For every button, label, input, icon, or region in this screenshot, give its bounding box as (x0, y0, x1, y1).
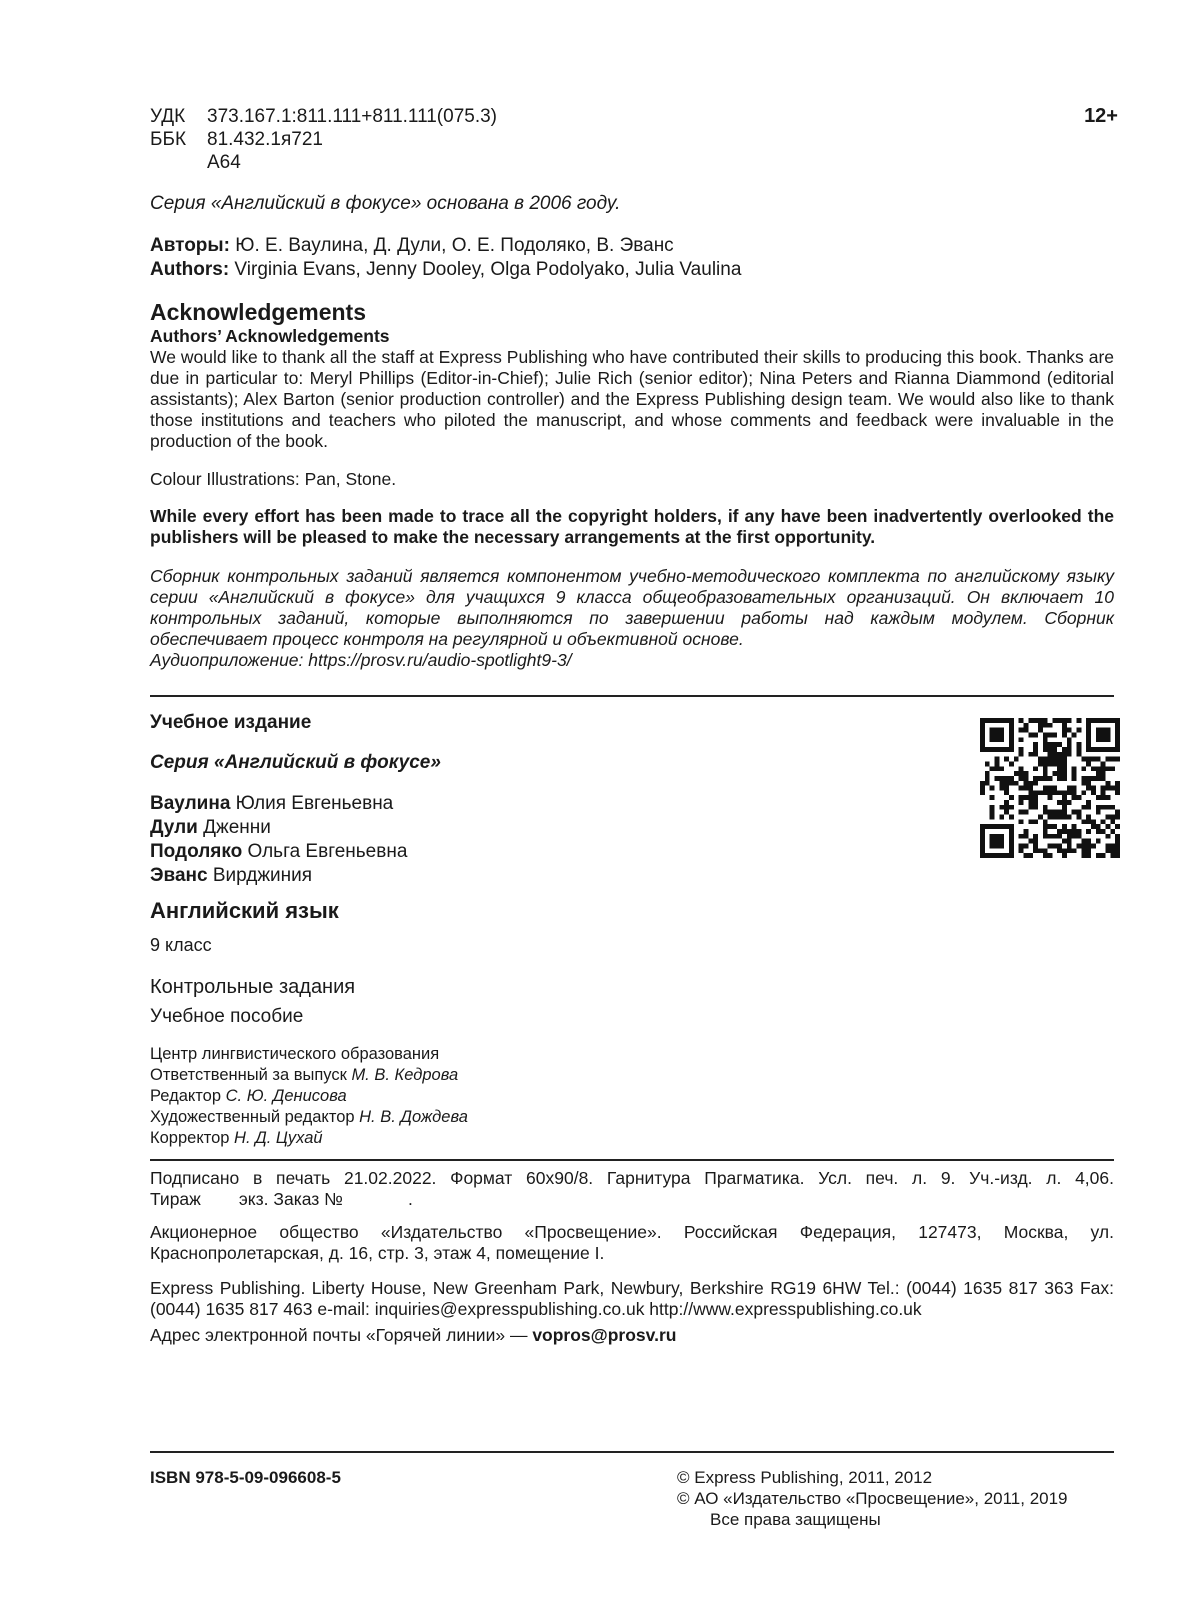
isbn: ISBN 978-5-09-096608-5 (150, 1468, 341, 1487)
qr-code-icon (980, 718, 1120, 858)
acknowledgements-body: We would like to thank all the staff at Express Publishing who have contributed their skills to producing this book. Thanks are due in particular to: Meryl Phillips (Editor-in-Chief); Julie Rich (senior editor); Nina Peters and Rianna Diammond (editorial assistants); Alex Barton (senior production controller) and the Express Publishing design team. We would also like to thank those institutions and teachers who piloted the manuscript, and whose comments and feedback were invaluable in the production of the book. (150, 347, 1114, 451)
staff-block (150, 1044, 468, 1149)
udk-label: УДК (150, 106, 186, 127)
illustrations-credit: Colour Illustrations: Pan, Stone. (150, 469, 397, 489)
edition-type: Учебное издание (150, 712, 312, 733)
hotline: Адрес электронной почты «Горячей линии» — vopros@prosv.ru (150, 1325, 677, 1345)
publisher-ru: Акционерное общество «Издательство «Просвещение». Российская Федерация, 127473, Москва, ул. Краснопролетарская, д. 16, стр. 3, этаж 4, помещение I. (150, 1222, 1114, 1263)
bbk-value: 81.432.1я721 (207, 129, 323, 150)
subject-title: Английский язык (150, 898, 339, 923)
authors-en-label: Authors: (150, 259, 230, 280)
audio-link: Аудиоприложение: https://prosv.ru/audio-spotlight9-3/ (150, 650, 572, 670)
copyright-line: © Express Publishing, 2011, 2012 (677, 1468, 933, 1487)
imprint-author: Дули Дженни (150, 817, 271, 838)
copyright-notice: While every effort has been made to trace all the copyright holders, if any have been inadvertently overlooked the publishers will be pleased to make the necessary arrangements at the first opportunity. (150, 506, 1114, 547)
print-run-label: Тираж (150, 1189, 201, 1209)
authors-en-names: Virginia Evans, Jenny Dooley, Olga Podolyako, Julia Vaulina (229, 259, 742, 280)
center-name: Центр лингвистического образования (150, 1045, 440, 1063)
copyright-block (677, 1467, 1068, 1530)
classification-block (150, 105, 650, 174)
book-type: Учебное пособие (150, 1006, 304, 1027)
staff-row: Художественный редактор Н. В. Дождева (150, 1108, 468, 1126)
authors-ru-label: Авторы: (150, 235, 230, 256)
divider-top (150, 695, 1114, 697)
imprint-authors (150, 792, 407, 888)
imprint-author: Ваулина Юлия Евгеньевна (150, 793, 394, 814)
authors-ru-names: Ю. Е. Ваулина, Д. Дули, О. Е. Подоляко, В. Эванс (229, 235, 674, 256)
divider-bottom (150, 1451, 1114, 1453)
staff-row: Корректор Н. Д. Цухай (150, 1129, 323, 1147)
description-text: Сборник контрольных заданий является компонентом учебно-методического комплекта по английскому языку серии «Английский в фокусе» для учащихся 9 класса общеобразовательных организаций. Он включает 10 контрольных заданий, которые выполняются по завершении работы над каждым модулем. Сборник обеспечивает процесс контроля на регулярной и объективной основе. (150, 566, 1114, 649)
rights-reserved: Все права защищены (710, 1510, 881, 1529)
hotline-email[interactable]: vopros@prosv.ru (532, 1325, 677, 1345)
acknowledgements-title: Acknowledgements (150, 299, 366, 325)
age-rating: 12+ (1084, 105, 1118, 127)
order-label: экз. Заказ № (238, 1189, 343, 1209)
copyright-line: © АО «Издательство «Просвещение», 2011, 2019 (677, 1489, 1068, 1508)
imprint-author: Подоляко Ольга Евгеньевна (150, 841, 408, 862)
acknowledgements-subtitle: Authors’ Acknowledgements (150, 326, 390, 346)
divider-middle (150, 1159, 1114, 1161)
bbk-label: ББК (150, 129, 187, 150)
publisher-en: Express Publishing. Liberty House, New Greenham Park, Newbury, Berkshire RG19 6HW Tel.: (0044) 1635 817 363 Fax: (0044) 1635 817 463 e-mail: inquiries@expresspublishing.co.uk http://www.expresspublishing.co.uk (150, 1278, 1114, 1319)
staff-row: Редактор С. Ю. Денисова (150, 1087, 347, 1105)
print-info-line1: Подписано в печать 21.02.2022. Формат 60x90/8. Гарнитура Прагматика. Усл. печ. л. 9. Уч.-изд. л. 4,06. (150, 1168, 1114, 1188)
series-title: Серия «Английский в фокусе» (150, 752, 441, 773)
staff-row: Ответственный за выпуск М. В. Кедрова (150, 1066, 459, 1084)
authors-block (150, 234, 741, 282)
series-note: Серия «Английский в фокусе» основана в 2006 году. (150, 193, 621, 214)
author-mark: А64 (207, 152, 241, 173)
grade: 9 класс (150, 935, 212, 955)
imprint-author: Эванс Вирджиния (150, 865, 313, 886)
print-info: Подписано в печать 21.02.2022. Формат 60x90/8. Гарнитура Прагматика. Усл. печ. л. 9. Уч.-изд. л. 4,06. Тираж экз. Заказ № . (150, 1168, 1114, 1209)
udk-value: 373.167.1:811.111+811.111(075.3) (207, 106, 498, 127)
book-title: Контрольные задания (150, 976, 356, 998)
